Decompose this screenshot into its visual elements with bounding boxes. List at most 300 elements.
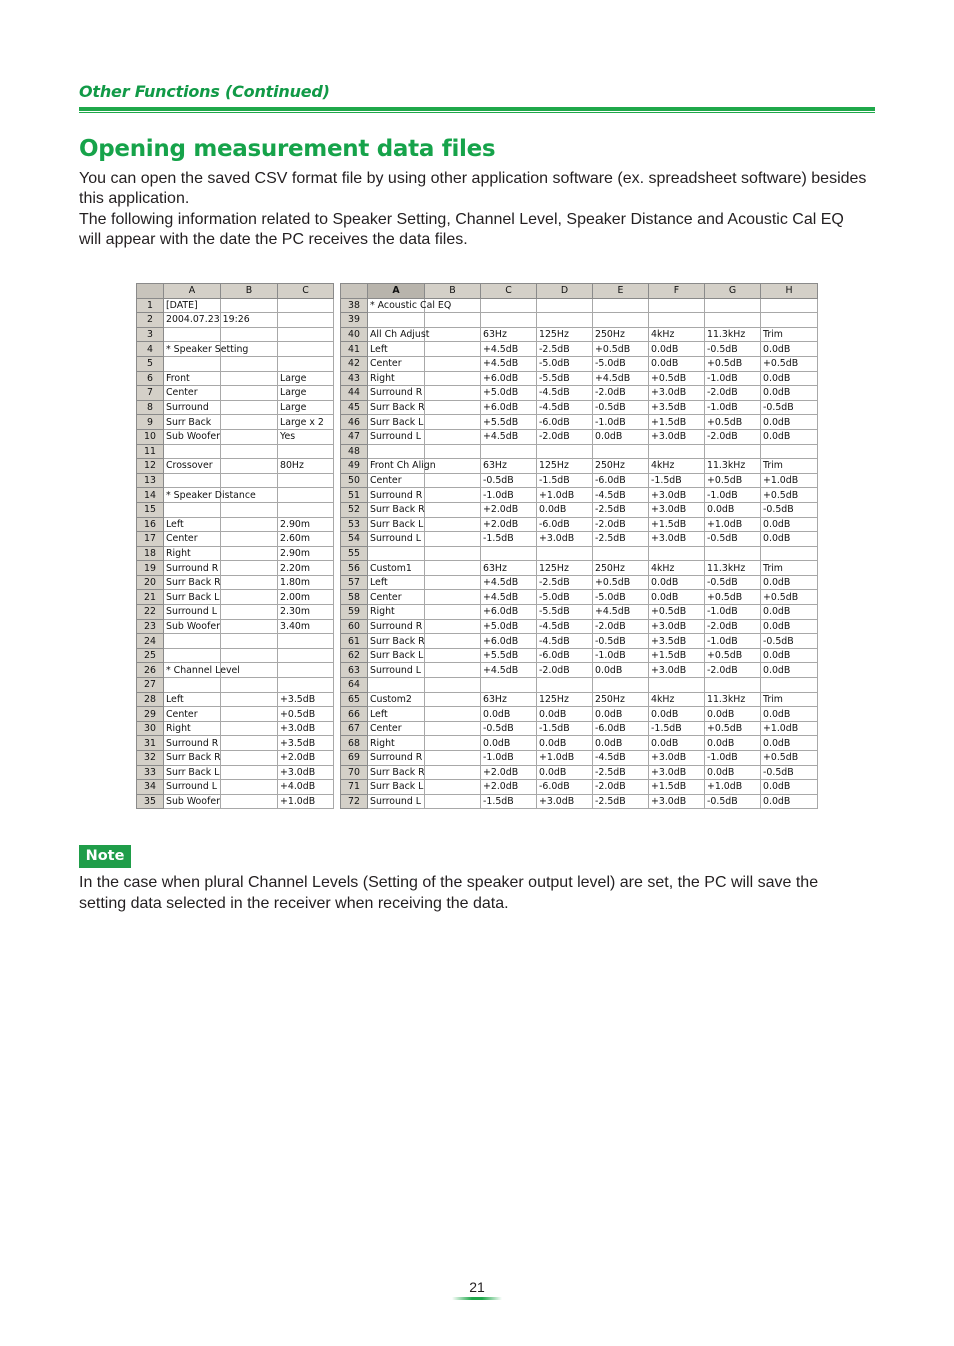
row-number[interactable]: 61 [341,634,368,649]
select-all-corner[interactable] [137,284,164,299]
sheet-cell[interactable] [221,415,278,430]
sheet-cell[interactable]: Trim [761,692,818,707]
sheet-cell[interactable]: 0.0dB [537,765,593,780]
sheet-cell[interactable]: -2.0dB [705,429,761,444]
sheet-cell[interactable]: 4kHz [649,327,705,342]
sheet-cell[interactable]: Surr Back L [368,517,425,532]
sheet-cell[interactable]: 0.0dB [761,794,818,809]
sheet-cell[interactable] [481,298,537,313]
sheet-cell[interactable]: Surround L [368,429,425,444]
sheet-cell[interactable]: 250Hz [593,692,649,707]
sheet-cell[interactable] [705,313,761,328]
sheet-cell[interactable]: 0.0dB [537,707,593,722]
sheet-cell[interactable]: 0.0dB [481,707,537,722]
sheet-cell[interactable] [278,342,334,357]
row-number[interactable]: 50 [341,473,368,488]
sheet-cell[interactable]: +3.0dB [649,488,705,503]
sheet-cell[interactable] [278,488,334,503]
sheet-cell[interactable]: Surr Back L [368,648,425,663]
sheet-cell[interactable]: +3.0dB [649,751,705,766]
sheet-cell[interactable] [425,575,481,590]
sheet-cell[interactable]: +0.5dB [761,590,818,605]
sheet-cell[interactable]: -1.0dB [705,488,761,503]
sheet-cell[interactable] [278,327,334,342]
sheet-cell[interactable] [278,634,334,649]
sheet-cell[interactable]: 0.0dB [761,707,818,722]
sheet-cell[interactable] [425,546,481,561]
sheet-cell[interactable] [425,517,481,532]
sheet-cell[interactable]: 125Hz [537,561,593,576]
sheet-cell[interactable]: Surr Back L [164,590,221,605]
sheet-cell[interactable] [425,736,481,751]
row-number[interactable]: 62 [341,648,368,663]
sheet-cell[interactable] [221,751,278,766]
row-number[interactable]: 16 [137,517,164,532]
row-number[interactable]: 32 [137,751,164,766]
sheet-cell[interactable]: +4.5dB [481,429,537,444]
sheet-cell[interactable] [221,619,278,634]
sheet-cell[interactable] [425,663,481,678]
sheet-cell[interactable] [425,721,481,736]
sheet-cell[interactable] [537,298,593,313]
sheet-cell[interactable] [164,634,221,649]
sheet-cell[interactable] [278,313,334,328]
sheet-cell[interactable]: 63Hz [481,692,537,707]
sheet-cell[interactable]: +0.5dB [705,721,761,736]
sheet-cell[interactable]: -1.0dB [705,634,761,649]
sheet-cell[interactable]: Surround L [368,532,425,547]
row-number[interactable]: 28 [137,692,164,707]
sheet-cell[interactable]: +1.5dB [649,780,705,795]
sheet-cell[interactable]: +4.5dB [593,605,649,620]
sheet-cell[interactable]: -0.5dB [705,532,761,547]
sheet-cell[interactable]: Trim [761,561,818,576]
row-number[interactable]: 13 [137,473,164,488]
sheet-cell[interactable] [221,692,278,707]
sheet-cell[interactable]: Surround R [164,561,221,576]
sheet-cell[interactable]: +3.5dB [649,400,705,415]
sheet-cell[interactable]: +4.5dB [481,342,537,357]
sheet-cell[interactable]: Center [368,356,425,371]
sheet-cell[interactable]: -2.0dB [537,663,593,678]
sheet-cell[interactable]: +1.5dB [649,415,705,430]
sheet-cell[interactable] [221,648,278,663]
sheet-cell[interactable]: -1.5dB [481,794,537,809]
sheet-cell[interactable] [425,619,481,634]
sheet-cell[interactable]: +3.0dB [649,794,705,809]
sheet-cell[interactable]: +5.5dB [481,415,537,430]
sheet-cell[interactable] [761,298,818,313]
sheet-cell[interactable]: 0.0dB [761,736,818,751]
sheet-cell[interactable]: +0.5dB [705,415,761,430]
sheet-cell[interactable] [221,459,278,474]
sheet-cell[interactable]: -2.5dB [537,342,593,357]
sheet-cell[interactable]: -0.5dB [481,721,537,736]
sheet-cell[interactable]: Trim [761,327,818,342]
row-number[interactable]: 23 [137,619,164,634]
sheet-cell[interactable] [278,473,334,488]
sheet-cell[interactable] [425,751,481,766]
sheet-cell[interactable]: Front [164,371,221,386]
sheet-cell[interactable]: +0.5dB [278,707,334,722]
row-number[interactable]: 40 [341,327,368,342]
sheet-cell[interactable] [593,298,649,313]
row-number[interactable]: 51 [341,488,368,503]
row-number[interactable]: 5 [137,356,164,371]
row-number[interactable]: 18 [137,546,164,561]
row-number[interactable]: 64 [341,678,368,693]
sheet-cell[interactable]: Surround R [368,619,425,634]
sheet-cell[interactable] [705,444,761,459]
row-number[interactable]: 14 [137,488,164,503]
sheet-cell[interactable]: Left [164,517,221,532]
sheet-cell[interactable]: Surr Back R [368,502,425,517]
sheet-cell[interactable] [221,371,278,386]
sheet-cell[interactable]: +2.0dB [481,780,537,795]
sheet-cell[interactable] [164,502,221,517]
sheet-cell[interactable]: [DATE] [164,298,221,313]
sheet-cell[interactable]: +3.5dB [278,736,334,751]
row-number[interactable]: 68 [341,736,368,751]
sheet-cell[interactable]: 63Hz [481,327,537,342]
sheet-cell[interactable] [368,313,425,328]
row-number[interactable]: 4 [137,342,164,357]
sheet-cell[interactable] [705,546,761,561]
sheet-cell[interactable]: -6.0dB [537,517,593,532]
sheet-cell[interactable]: Center [368,721,425,736]
sheet-cell[interactable] [481,546,537,561]
sheet-cell[interactable]: -6.0dB [537,648,593,663]
row-number[interactable]: 41 [341,342,368,357]
sheet-cell[interactable]: +6.0dB [481,605,537,620]
row-number[interactable]: 47 [341,429,368,444]
row-number[interactable]: 33 [137,765,164,780]
sheet-cell[interactable]: Right [368,736,425,751]
sheet-cell[interactable]: Surr Back R [164,575,221,590]
sheet-cell[interactable] [278,298,334,313]
row-number[interactable]: 30 [137,721,164,736]
sheet-cell[interactable]: -2.0dB [705,386,761,401]
sheet-cell[interactable]: 0.0dB [761,648,818,663]
row-number[interactable]: 8 [137,400,164,415]
sheet-cell[interactable]: -6.0dB [537,415,593,430]
sheet-cell[interactable]: +3.0dB [278,765,334,780]
sheet-cell[interactable]: Surr Back R [164,751,221,766]
sheet-cell[interactable]: +1.0dB [278,794,334,809]
sheet-cell[interactable] [278,356,334,371]
sheet-cell[interactable]: 0.0dB [761,415,818,430]
sheet-cell[interactable]: -4.5dB [537,400,593,415]
sheet-cell[interactable] [221,356,278,371]
sheet-cell[interactable]: +4.5dB [593,371,649,386]
sheet-cell[interactable]: +4.0dB [278,780,334,795]
sheet-cell[interactable] [221,561,278,576]
row-number[interactable]: 34 [137,780,164,795]
sheet-cell[interactable]: Large [278,400,334,415]
row-number[interactable]: 39 [341,313,368,328]
sheet-cell[interactable]: -0.5dB [593,634,649,649]
row-number[interactable]: 26 [137,663,164,678]
sheet-cell[interactable]: 0.0dB [593,707,649,722]
row-number[interactable]: 38 [341,298,368,313]
sheet-cell[interactable] [221,794,278,809]
sheet-cell[interactable]: -6.0dB [593,721,649,736]
row-number[interactable]: 59 [341,605,368,620]
sheet-cell[interactable]: +6.0dB [481,634,537,649]
sheet-cell[interactable] [649,444,705,459]
column-header-b[interactable]: B [425,284,481,299]
sheet-cell[interactable] [425,356,481,371]
sheet-cell[interactable] [705,298,761,313]
sheet-cell[interactable]: -1.5dB [537,473,593,488]
sheet-cell[interactable] [425,692,481,707]
sheet-cell[interactable]: 125Hz [537,327,593,342]
sheet-cell[interactable]: -1.0dB [593,648,649,663]
row-number[interactable]: 17 [137,532,164,547]
sheet-cell[interactable]: 0.0dB [705,707,761,722]
sheet-cell[interactable]: +1.0dB [705,517,761,532]
sheet-cell[interactable]: +3.5dB [649,634,705,649]
sheet-cell[interactable]: Center [368,590,425,605]
row-number[interactable]: 72 [341,794,368,809]
sheet-cell[interactable]: Custom1 [368,561,425,576]
sheet-cell[interactable]: -2.5dB [593,502,649,517]
row-number[interactable]: 7 [137,386,164,401]
sheet-cell[interactable] [481,678,537,693]
sheet-cell[interactable]: -2.5dB [593,794,649,809]
sheet-cell[interactable]: 2.00m [278,590,334,605]
row-number[interactable]: 35 [137,794,164,809]
sheet-cell[interactable] [761,313,818,328]
sheet-cell[interactable]: 0.0dB [761,342,818,357]
sheet-cell[interactable]: Large [278,386,334,401]
sheet-cell[interactable]: +5.5dB [481,648,537,663]
sheet-cell[interactable]: -5.0dB [593,356,649,371]
sheet-cell[interactable]: Surr Back L [368,415,425,430]
sheet-cell[interactable]: +5.0dB [481,386,537,401]
sheet-cell[interactable]: 125Hz [537,459,593,474]
sheet-cell[interactable]: Trim [761,459,818,474]
sheet-cell[interactable]: +3.0dB [649,619,705,634]
sheet-cell[interactable]: 0.0dB [761,663,818,678]
row-number[interactable]: 65 [341,692,368,707]
sheet-cell[interactable] [649,546,705,561]
sheet-cell[interactable]: Surr Back L [164,765,221,780]
sheet-cell[interactable]: +3.0dB [649,765,705,780]
row-number[interactable]: 3 [137,327,164,342]
sheet-cell[interactable]: 0.0dB [593,429,649,444]
sheet-cell[interactable] [221,721,278,736]
sheet-cell[interactable]: -1.5dB [481,532,537,547]
sheet-cell[interactable]: +1.0dB [537,751,593,766]
row-number[interactable]: 31 [137,736,164,751]
sheet-cell[interactable]: 1.80m [278,575,334,590]
sheet-cell[interactable]: +5.0dB [481,619,537,634]
sheet-cell[interactable]: 11.3kHz [705,327,761,342]
sheet-cell[interactable]: 0.0dB [593,736,649,751]
sheet-cell[interactable] [425,313,481,328]
sheet-cell[interactable] [761,546,818,561]
sheet-cell[interactable]: 0.0dB [761,605,818,620]
sheet-cell[interactable] [221,546,278,561]
row-number[interactable]: 70 [341,765,368,780]
sheet-cell[interactable]: -2.5dB [593,765,649,780]
sheet-cell[interactable]: 4kHz [649,692,705,707]
sheet-cell[interactable]: 63Hz [481,459,537,474]
sheet-cell[interactable]: * Acoustic Cal EQ [368,298,425,313]
sheet-cell[interactable]: 125Hz [537,692,593,707]
sheet-cell[interactable]: Surround L [368,794,425,809]
sheet-cell[interactable] [593,546,649,561]
sheet-cell[interactable]: Center [368,473,425,488]
sheet-cell[interactable]: 0.0dB [761,517,818,532]
sheet-cell[interactable]: +2.0dB [481,517,537,532]
sheet-cell[interactable]: * Speaker Distance [164,488,221,503]
sheet-cell[interactable]: 250Hz [593,561,649,576]
sheet-cell[interactable]: -0.5dB [705,575,761,590]
sheet-cell[interactable]: 2.90m [278,546,334,561]
sheet-cell[interactable]: -4.5dB [593,751,649,766]
sheet-cell[interactable]: Left [368,575,425,590]
sheet-cell[interactable]: Right [164,721,221,736]
row-number[interactable]: 49 [341,459,368,474]
sheet-cell[interactable] [425,605,481,620]
sheet-cell[interactable]: +6.0dB [481,371,537,386]
sheet-cell[interactable]: +4.5dB [481,590,537,605]
sheet-cell[interactable]: Center [164,707,221,722]
sheet-cell[interactable] [425,386,481,401]
sheet-cell[interactable] [425,429,481,444]
sheet-cell[interactable]: -2.5dB [537,575,593,590]
sheet-cell[interactable]: +4.5dB [481,663,537,678]
sheet-cell[interactable] [425,327,481,342]
row-number[interactable]: 57 [341,575,368,590]
sheet-cell[interactable]: -4.5dB [537,619,593,634]
sheet-cell[interactable]: +0.5dB [705,473,761,488]
sheet-cell[interactable] [425,780,481,795]
sheet-cell[interactable]: 0.0dB [649,590,705,605]
sheet-cell[interactable] [368,546,425,561]
sheet-cell[interactable]: +0.5dB [649,605,705,620]
row-number[interactable]: 56 [341,561,368,576]
sheet-cell[interactable] [221,605,278,620]
sheet-cell[interactable]: Surr Back [164,415,221,430]
sheet-cell[interactable]: -2.0dB [705,663,761,678]
sheet-cell[interactable]: +3.0dB [537,532,593,547]
row-number[interactable]: 48 [341,444,368,459]
sheet-cell[interactable]: -1.0dB [481,488,537,503]
column-header-g[interactable]: G [705,284,761,299]
sheet-cell[interactable]: 0.0dB [761,532,818,547]
sheet-cell[interactable] [481,313,537,328]
sheet-cell[interactable]: 0.0dB [649,575,705,590]
sheet-cell[interactable]: Left [164,692,221,707]
sheet-cell[interactable]: -2.0dB [593,517,649,532]
row-number[interactable]: 43 [341,371,368,386]
sheet-cell[interactable]: 0.0dB [761,780,818,795]
row-number[interactable]: 29 [137,707,164,722]
sheet-cell[interactable] [537,444,593,459]
sheet-cell[interactable]: -5.5dB [537,371,593,386]
sheet-cell[interactable]: 2.30m [278,605,334,620]
sheet-cell[interactable]: 0.0dB [705,502,761,517]
sheet-cell[interactable]: -0.5dB [705,794,761,809]
sheet-cell[interactable] [425,765,481,780]
sheet-cell[interactable]: -2.5dB [593,532,649,547]
sheet-cell[interactable]: 0.0dB [761,575,818,590]
sheet-cell[interactable] [221,298,278,313]
sheet-cell[interactable]: +0.5dB [705,356,761,371]
sheet-cell[interactable]: Left [368,707,425,722]
sheet-cell[interactable]: Surr Back R [368,400,425,415]
sheet-cell[interactable]: 0.0dB [761,371,818,386]
sheet-cell[interactable]: Surround [164,400,221,415]
sheet-cell[interactable] [761,444,818,459]
sheet-cell[interactable]: -1.0dB [593,415,649,430]
row-number[interactable]: 1 [137,298,164,313]
sheet-cell[interactable] [221,429,278,444]
row-number[interactable]: 24 [137,634,164,649]
sheet-cell[interactable]: Surr Back L [368,780,425,795]
column-header-e[interactable]: E [593,284,649,299]
sheet-cell[interactable]: +1.0dB [705,780,761,795]
sheet-cell[interactable]: -2.0dB [537,429,593,444]
sheet-cell[interactable]: 0.0dB [761,386,818,401]
sheet-cell[interactable] [425,473,481,488]
sheet-cell[interactable]: +3.0dB [649,429,705,444]
sheet-cell[interactable]: 250Hz [593,327,649,342]
sheet-cell[interactable]: +3.0dB [278,721,334,736]
sheet-cell[interactable]: 0.0dB [705,765,761,780]
sheet-cell[interactable]: Large x 2 [278,415,334,430]
row-number[interactable]: 15 [137,502,164,517]
sheet-cell[interactable] [164,444,221,459]
sheet-cell[interactable]: +1.0dB [761,721,818,736]
sheet-cell[interactable]: Center [164,386,221,401]
sheet-cell[interactable] [593,313,649,328]
sheet-cell[interactable]: -2.0dB [593,780,649,795]
sheet-cell[interactable] [425,415,481,430]
sheet-cell[interactable] [537,546,593,561]
sheet-cell[interactable] [164,473,221,488]
sheet-cell[interactable]: Crossover [164,459,221,474]
sheet-cell[interactable] [221,634,278,649]
sheet-cell[interactable]: +4.5dB [481,575,537,590]
sheet-cell[interactable]: Surround L [164,605,221,620]
sheet-cell[interactable]: +3.0dB [649,532,705,547]
sheet-cell[interactable] [221,327,278,342]
row-number[interactable]: 60 [341,619,368,634]
sheet-cell[interactable]: +0.5dB [761,488,818,503]
sheet-cell[interactable] [221,707,278,722]
sheet-cell[interactable]: Right [164,546,221,561]
row-number[interactable]: 42 [341,356,368,371]
row-number[interactable]: 21 [137,590,164,605]
sheet-cell[interactable] [221,502,278,517]
sheet-cell[interactable]: +0.5dB [761,751,818,766]
column-header-c[interactable]: C [481,284,537,299]
row-number[interactable]: 27 [137,678,164,693]
sheet-cell[interactable]: +0.5dB [649,371,705,386]
sheet-cell[interactable]: -2.0dB [705,619,761,634]
sheet-cell[interactable] [761,678,818,693]
row-number[interactable]: 71 [341,780,368,795]
sheet-cell[interactable]: -5.0dB [537,590,593,605]
sheet-cell[interactable]: -4.5dB [593,488,649,503]
sheet-cell[interactable]: Large [278,371,334,386]
sheet-cell[interactable]: 0.0dB [593,663,649,678]
sheet-cell[interactable]: Custom2 [368,692,425,707]
